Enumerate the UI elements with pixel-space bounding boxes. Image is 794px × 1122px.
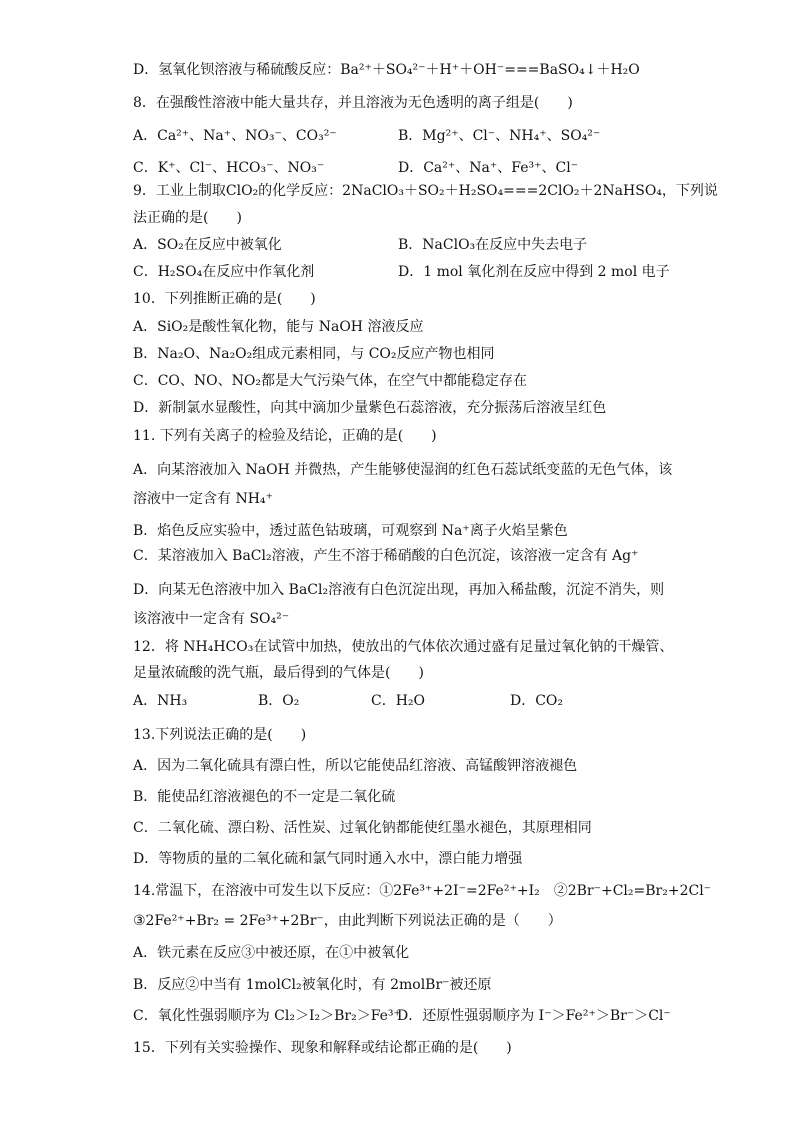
q14-option-b: B．反应②中当有 1molCl₂被氧化时，有 2molBr⁻被还原: [133, 977, 492, 993]
q9-option-c: C．H₂SO₄在反应中作氧化剂: [133, 264, 315, 280]
q13-option-b: B．能使品红溶液褪色的不一定是二氧化硫: [133, 789, 396, 805]
q14-stem-line2: ③2Fe²⁺+Br₂ = 2Fe³⁺+2Br⁻，由此判断下列说法正确的是（ ）: [133, 913, 562, 929]
q11-option-a-line2: 溶液中一定含有 NH₄⁺: [133, 491, 273, 507]
q10-stem: 10．下列推断正确的是( ): [133, 291, 316, 307]
q8-option-d: D．Ca²⁺、Na⁺、Fe³⁺、Cl⁻: [398, 160, 579, 176]
q11-option-d-line2: 该溶液中一定含有 SO₄²⁻: [133, 611, 290, 627]
q12-stem-line1: 12．将 NH₄HCO₃在试管中加热，使放出的气体依次通过盛有足量过氧化钠的干燥管、: [133, 639, 674, 655]
q11-option-a-line1: A．向某溶液加入 NaOH 并微热，产生能够使湿润的红色石蕊试纸变蓝的无色气体，该: [133, 462, 673, 478]
q9-stem-line2: 法正确的是( ): [133, 210, 242, 226]
q11-stem: 11. 下列有关离子的检验及结论，正确的是( ): [133, 428, 437, 444]
q7-option-d: D．氢氧化钡溶液与稀硫酸反应：Ba²⁺＋SO₄²⁻＋H⁺＋OH⁻===BaSO₄↓＋H₂O: [133, 62, 640, 78]
q8-stem: 8．在强酸性溶液中能大量共存，并且溶液为无色透明的离子组是( ): [133, 95, 573, 111]
q10-option-b: B．Na₂O、Na₂O₂组成元素相同，与 CO₂反应产物也相同: [133, 346, 495, 362]
q11-option-d-line1: D．向某无色溶液中加入 BaCl₂溶液有白色沉淀出现，再加入稀盐酸，沉淀不消失，则: [133, 582, 665, 598]
q13-option-a: A．因为二氧化硫具有漂白性，所以它能使品红溶液、高锰酸钾溶液褪色: [133, 758, 578, 774]
q9-option-a: A．SO₂在反应中被氧化: [133, 237, 282, 253]
q12-option-b: B．O₂: [258, 693, 300, 709]
q12-option-d: D．CO₂: [510, 693, 564, 709]
q10-option-d: D．新制氯水显酸性，向其中滴加少量紫色石蕊溶液，充分振荡后溶液呈红色: [133, 400, 607, 416]
q9-option-b: B．NaClO₃在反应中失去电子: [398, 237, 588, 253]
q13-stem: 13.下列说法正确的是( ): [133, 727, 307, 743]
q9-option-d: D．1 mol 氧化剂在反应中得到 2 mol 电子: [398, 264, 670, 280]
q12-stem-line2: 足量浓硫酸的洗气瓶，最后得到的气体是( ): [133, 665, 424, 681]
q8-option-a: A．Ca²⁺、Na⁺、NO₃⁻、CO₃²⁻: [133, 128, 337, 144]
q10-option-c: C．CO、NO、NO₂都是大气污染气体，在空气中都能稳定存在: [133, 373, 527, 389]
q14-stem-line1: 14.常温下，在溶液中可发生以下反应：①2Fe³⁺+2I⁻=2Fe²⁺+I₂ ②2Br⁻+Cl₂=Br₂+2Cl⁻: [133, 883, 712, 899]
q13-option-d: D．等物质的量的二氧化硫和氯气同时通入水中，漂白能力增强: [133, 851, 523, 867]
q14-option-d: D．还原性强弱顺序为 I⁻＞Fe²⁺＞Br⁻＞Cl⁻: [397, 1008, 671, 1024]
q14-option-c: C．氧化性强弱顺序为 Cl₂＞I₂＞Br₂＞Fe³⁺: [133, 1008, 401, 1024]
q11-option-b: B．焰色反应实验中，透过蓝色钴玻璃，可观察到 Na⁺离子火焰呈紫色: [133, 523, 568, 539]
q11-option-c: C．某溶液加入 BaCl₂溶液，产生不溶于稀硝酸的白色沉淀，该溶液一定含有 Ag⁺: [133, 548, 639, 564]
q8-option-b: B．Mg²⁺、Cl⁻、NH₄⁺、SO₄²⁻: [398, 128, 601, 144]
q14-option-a: A．铁元素在反应③中被还原，在①中被氧化: [133, 945, 410, 961]
q9-stem-line1: 9．工业上制取ClO₂的化学反应：2NaClO₃＋SO₂＋H₂SO₄===2ClO₂＋2NaHSO₄，下列说: [133, 183, 718, 199]
q8-option-c: C．K⁺、Cl⁻、HCO₃⁻、NO₃⁻: [133, 160, 325, 176]
q15-stem: 15．下列有关实验操作、现象和解释或结论都正确的是( ): [133, 1040, 512, 1056]
q13-option-c: C．二氧化硫、漂白粉、活性炭、过氧化钠都能使红墨水褪色，其原理相同: [133, 820, 592, 836]
q10-option-a: A．SiO₂是酸性氧化物，能与 NaOH 溶液反应: [133, 319, 424, 335]
q12-option-c: C．H₂O: [371, 693, 426, 709]
q12-option-a: A．NH₃: [133, 693, 188, 709]
